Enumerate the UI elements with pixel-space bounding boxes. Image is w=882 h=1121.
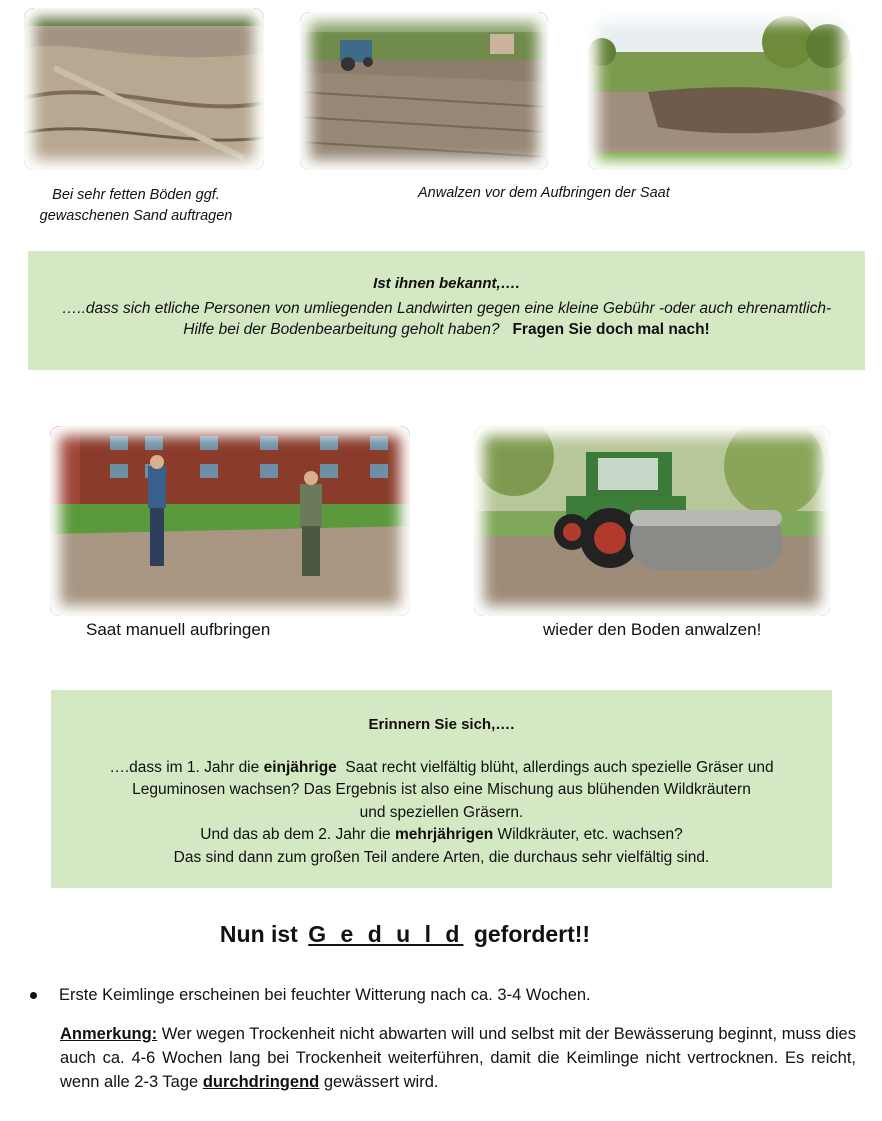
info-box-known-line1: …..dass sich etliche Personen von umliegenden Landwirten gegen eine kleine Gebühr -oder auch ehrenamtlich- [61, 300, 832, 317]
info-box-remember-title: Erinnern Sie sich,…. [368, 716, 515, 733]
info-box-remember [51, 690, 832, 888]
photo-manual-seeding [50, 426, 410, 616]
info-box-remember-body: ….dass im 1. Jahr die einjährige Saat recht vielfältig blüht, allerdings auch spezielle Gräser und Leguminosen wachsen? Das Ergebnis ist also eine Mischung aus blühenden Wildkräutern und speziellen Gräsern. Und das ab dem 2. Jahr die mehrjährigen Wildkräuter, etc. wachsen? Das sind dann zum großen Teil andere Arten, die durchaus sehr vielfältig sind. [109, 758, 774, 866]
info-box-known-line2: Hilfe bei der Bodenbearbeitung geholt haben? Fragen Sie doch mal nach! [183, 321, 710, 338]
photo-tractor-field [300, 12, 548, 170]
caption-manual-seeding: Saat manuell aufbringen [86, 620, 271, 639]
info-box-known [28, 251, 865, 370]
info-box-known-title: Ist ihnen bekannt,…. [373, 275, 520, 292]
caption-rolling: Anwalzen vor dem Aufbringen der Saat [418, 185, 670, 201]
note-paragraph: Anmerkung: Wer wegen Trockenheit nicht abwarten will und selbst mit der Bewässerung beginnt, muss dies auch ca. 4-6 Wochen lang bei Trockenheit weiterführen, damit die Keimlinge nicht vertrocknen. Es reicht, wenn alle 2-3 Tage durchdringend gewässert wird. [60, 1025, 856, 1091]
bullet-seedlings: Erste Keimlinge erscheinen bei feuchter Witterung nach ca. 3-4 Wochen. [30, 986, 591, 1005]
photo-sand-field [24, 8, 264, 170]
headline-patience: Nun ist G e d u l d gefordert!! [219, 921, 591, 947]
photo-roller-tractor [474, 426, 830, 616]
photo-rolled-field [588, 12, 852, 170]
caption-roll-again: wieder den Boden anwalzen! [543, 620, 762, 639]
bullet-dot-icon [30, 992, 37, 999]
caption-sand: Bei sehr fetten Böden ggf. gewaschenen Sand auftragen [39, 187, 233, 224]
